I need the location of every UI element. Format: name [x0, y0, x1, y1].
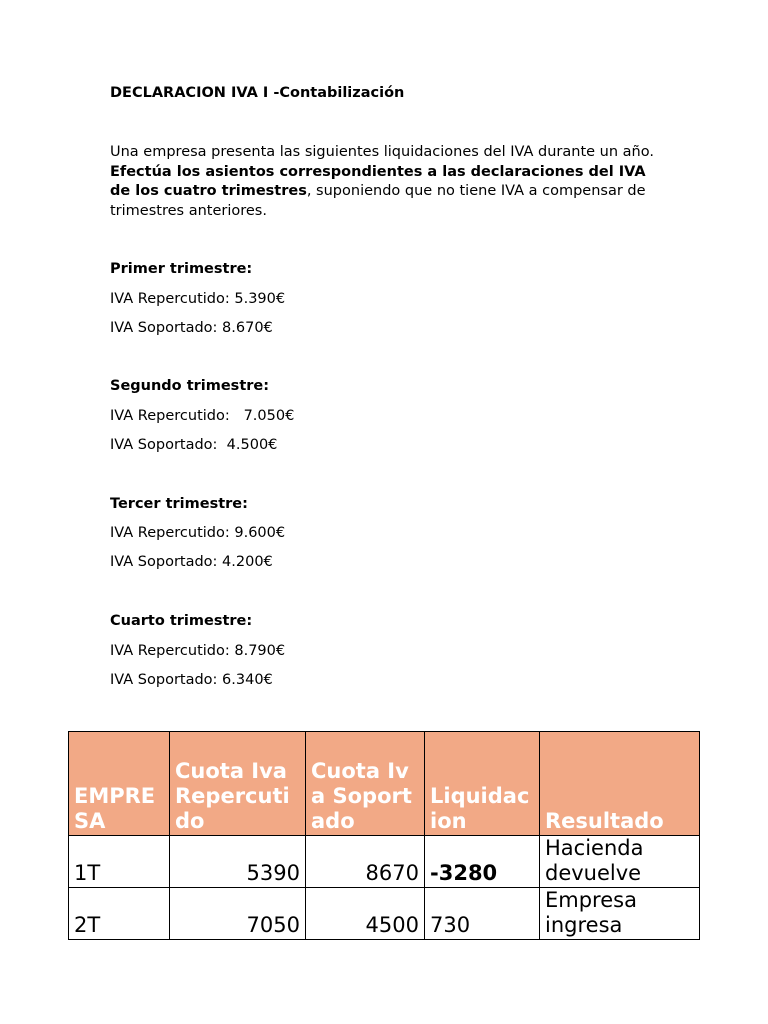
quarter-1-repercutido: IVA Repercutido: 5.390€: [110, 291, 286, 307]
cell-resultado: Hacienda devuelve: [540, 836, 700, 888]
cell-repercutido: 5390: [170, 836, 306, 888]
table-row: [69, 836, 700, 888]
quarter-4-heading: Cuarto trimestre:: [110, 613, 253, 629]
cell-liquidacion: -3280: [425, 836, 540, 888]
cell-soportado: 4500: [306, 888, 425, 940]
header-cuota-repercutido: Cuota Iva Repercutido: [170, 732, 306, 836]
iva-table: [68, 731, 700, 940]
quarter-3-repercutido: IVA Repercutido: 9.600€: [110, 525, 286, 541]
quarter-4-soportado: IVA Soportado: 6.340€: [110, 672, 273, 688]
quarter-3-heading: Tercer trimestre:: [110, 496, 248, 512]
cell-soportado: 8670: [306, 836, 425, 888]
cell-empresa: 2T: [69, 888, 170, 940]
table-row: [69, 888, 700, 940]
quarter-1-soportado: IVA Soportado: 8.670€: [110, 320, 273, 336]
quarter-1-heading: Primer trimestre:: [110, 261, 253, 277]
header-liquidacion: Liquidacion: [425, 732, 540, 836]
quarter-2-heading: Segundo trimestre:: [110, 378, 270, 394]
cell-liquidacion: 730: [425, 888, 540, 940]
intro-text-2: , suponiendo que no tiene IVA a compensar de trimestres anteriores.: [110, 183, 646, 219]
cell-resultado: Empresa ingresa: [540, 888, 700, 940]
cell-empresa: 1T: [69, 836, 170, 888]
header-empresa: EMPRESA: [69, 732, 170, 836]
table-header-row: [69, 732, 700, 836]
document-title: DECLARACION IVA I -Contabilización: [110, 85, 405, 101]
quarter-2-soportado: IVA Soportado: 4.500€: [110, 437, 278, 453]
header-cuota-soportado: Cuota Iva Soportado: [306, 732, 425, 836]
intro-bold-text: Efectúa los asientos correspondientes a las declaraciones del IVA de los cuatro trimestres: [110, 163, 646, 199]
intro-text-1: Una empresa presenta las siguientes liquidaciones del IVA durante un año.: [110, 144, 654, 160]
quarter-2-repercutido: IVA Repercutido: 7.050€: [110, 408, 295, 424]
quarter-3-soportado: IVA Soportado: 4.200€: [110, 554, 273, 570]
cell-repercutido: 7050: [170, 888, 306, 940]
header-resultado: Resultado: [540, 732, 700, 836]
quarter-4-repercutido: IVA Repercutido: 8.790€: [110, 643, 286, 659]
intro-paragraph: [110, 143, 665, 221]
